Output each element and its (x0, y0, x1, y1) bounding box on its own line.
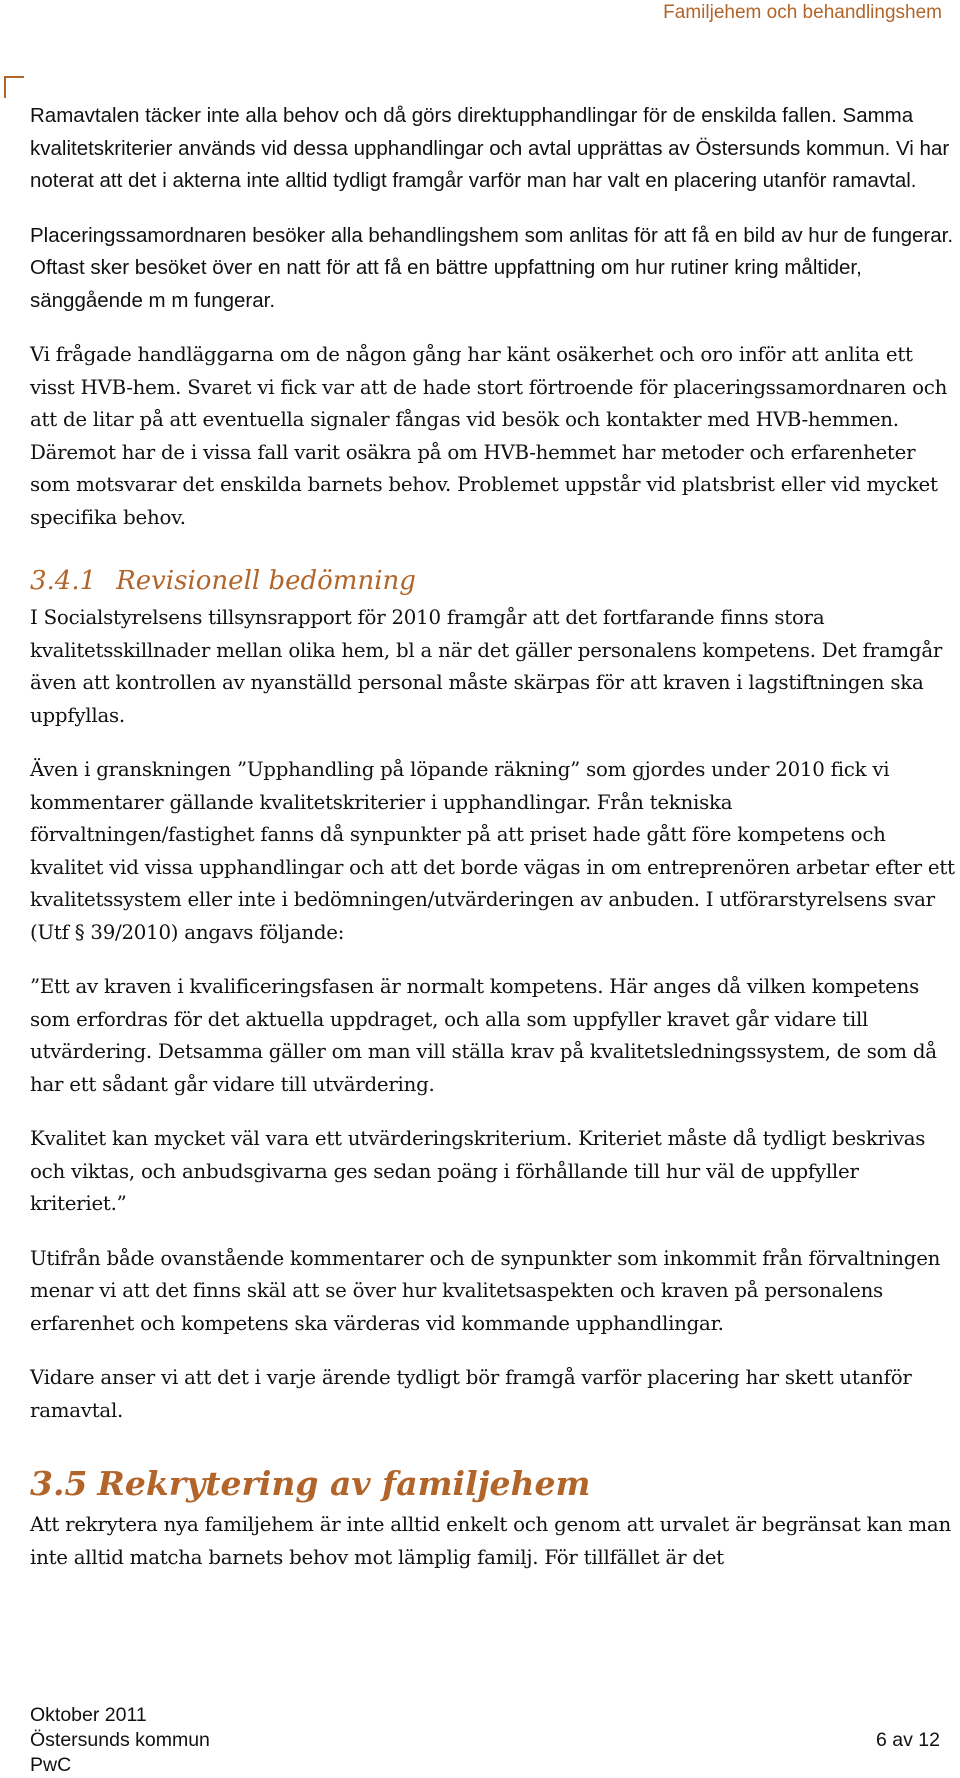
section-heading-3-4-1 (30, 564, 955, 598)
section-title: Revisionell bedömning (116, 566, 416, 596)
section-heading-3-5 (30, 1465, 955, 1503)
section-title: Rekrytering av familjehem (97, 1464, 591, 1503)
body-content (30, 100, 955, 1596)
footer-date: Oktober 2011 (30, 1704, 147, 1726)
page-number: 6 av 12 (876, 1729, 940, 1751)
paragraph: Utifrån både ovanstående kommentarer och de synpunkter som inkommit från förvaltningen menar vi att det finns skäl att se över hur kvalitetsaspekten och kraven på personalens erfarenhet och kompetens ska värderas vid kommande upphandlingar. (30, 1246, 941, 1335)
section-number: 3.5 (30, 1464, 88, 1503)
paragraph: Vidare anser vi att det i varje ärende tydligt bör framgå varför placering har skett utanför ramavtal. (30, 1366, 912, 1422)
footer-organization: Östersunds kommun (30, 1729, 210, 1751)
corner-mark (4, 76, 6, 98)
paragraph: Ramavtalen täcker inte alla behov och då görs direktupphandlingar för de enskilda fallen. Samma kvalitetskriterier används vid dessa upphandlingar och avtal upprättas av Östersunds kommun. Vi har noterat att det i akterna inte alltid tydligt framgår varför man har valt en placering utanför ramavtal. (30, 104, 950, 192)
section-number: 3.4.1 (30, 566, 97, 596)
paragraph: Placeringssamordnaren besöker alla behandlingshem som anlitas för att få en bild av hur de fungerar. Oftast sker besöket över en natt för att få en bättre uppfattning om hur rutiner kring måltider, sänggående m m fungerar. (30, 223, 954, 312)
footer-company: PwC (30, 1754, 72, 1776)
paragraph: Att rekrytera nya familjehem är inte alltid enkelt och genom att urvalet är begränsat kan man inte alltid matcha barnets behov mot lämplig familj. För tillfället är det (30, 1513, 951, 1569)
quote-paragraph: ”Ett av kraven i kvalificeringsfasen är normalt kompetens. Här anges då vilken kompetens som erfordras för det aktuella uppdraget, och alla som uppfyller kravet går vidare till utvärdering. Detsamma gäller om man vill ställa krav på kvalitetsledningssystem, de som då har ett sådant går vidare till utvärdering. (30, 975, 937, 1096)
running-header: Familjehem och behandlingshem (663, 2, 942, 23)
corner-mark (4, 76, 24, 78)
paragraph: I Socialstyrelsens tillsynsrapport för 2010 framgår att det fortfarande finns stora kvalitetsskillnader mellan olika hem, bl a när det gäller personalens kompetens. Det framgår även att kontrollen av nyanställd personal måste skärpas för att kraven i lagstiftningen ska uppfyllas. (30, 606, 943, 727)
paragraph: Även i granskningen ”Upphandling på löpande räkning” som gjordes under 2010 fick vi kommentarer gällande kvalitetskriterier i upphandlingar. Från tekniska förvaltningen/fastighet fanns då synpunkter på att priset hade gått före kompetens och kvalitet vid vissa upphandlingar och att det borde vägas in om entreprenören arbetar efter ett kvalitetssystem eller inte i bedömningen/utvärderingen av anbuden. I utförarstyrelsens svar (Utf § 39/2010) angavs följande: (30, 758, 955, 944)
paragraph: Vi frågade handläggarna om de någon gång har känt osäkerhet och oro inför att anlita ett visst HVB-hem. Svaret vi fick var att de hade stort förtroende för placeringssamordnaren och att de litar på att eventuella signaler fångas vid besök och kontakter med HVB-hemmen. Däremot har de i vissa fall varit osäkra på om HVB-hemmet har metoder och erfarenheter som motsvarar det enskilda barnets behov. Problemet uppstår vid platsbrist eller vid mycket specifika behov. (30, 343, 948, 529)
page-footer (30, 1703, 950, 1778)
quote-paragraph: Kvalitet kan mycket väl vara ett utvärderingskriterium. Kriteriet måste då tydligt beskrivas och viktas, och anbudsgivarna ges sedan poäng i förhållande till hur väl de uppfyller kriteriet.” (30, 1127, 926, 1215)
